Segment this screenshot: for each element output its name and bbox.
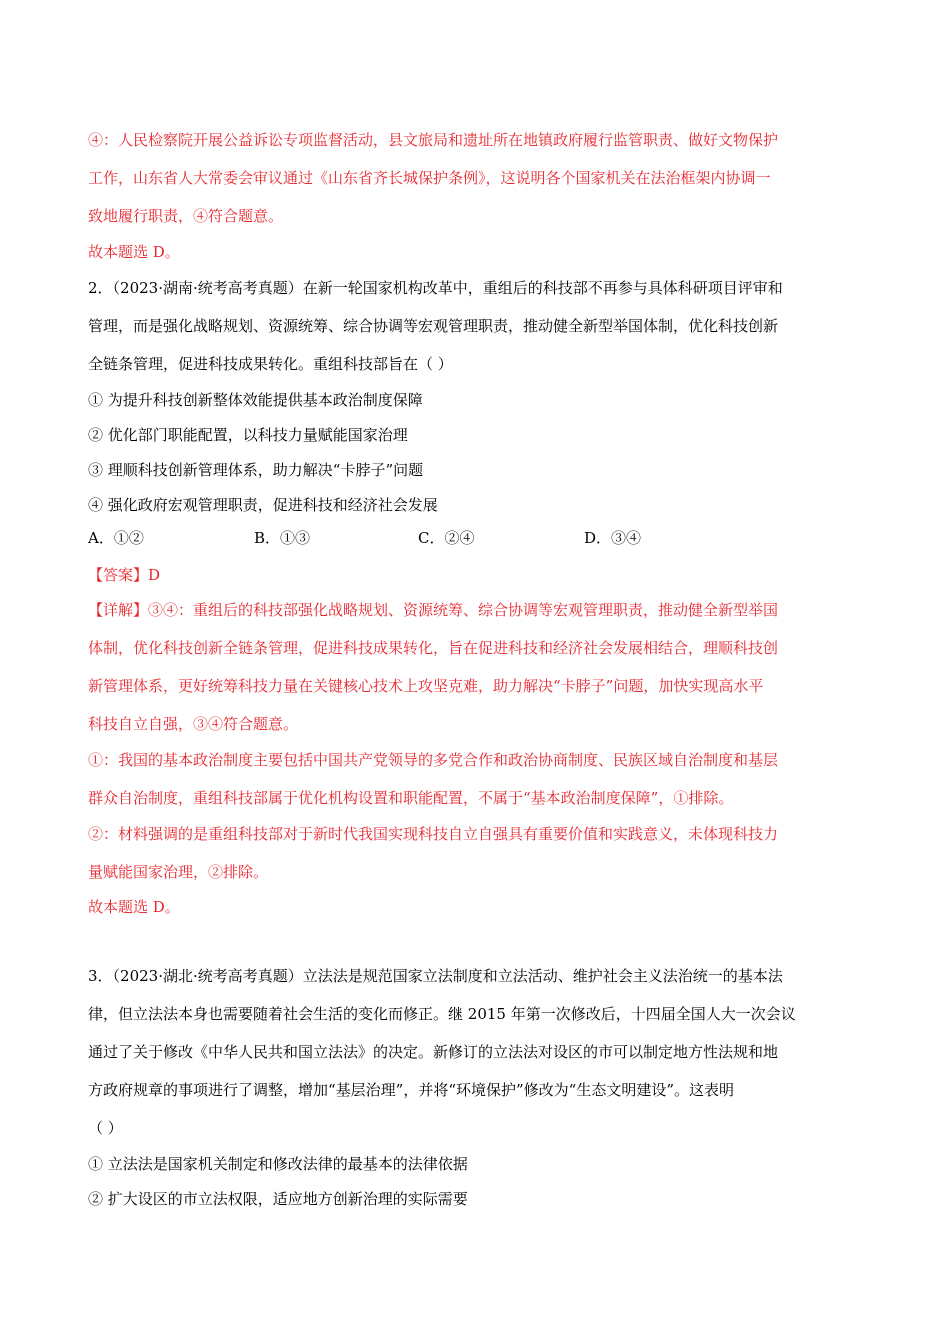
q2-options bbox=[88, 520, 868, 556]
q2-item: ③ 理顺科技创新管理体系，助力解决“卡脖子”问题 bbox=[88, 461, 424, 479]
q3-stem-line: 3．（2023·湖北·统考高考真题）立法法是规范国家立法制度和立法活动、维护社会主义法治统一的基本法 bbox=[88, 967, 783, 985]
q2-stem-line: 管理，而是强化战略规划、资源统筹、综合协调等宏观管理职责，推动健全新型举国体制，优化科技创新 bbox=[88, 317, 779, 335]
q2-option-b: B．①③ bbox=[254, 529, 311, 547]
q2-detail-line: 【详解】③④：重组后的科技部强化战略规划、资源统筹、综合协调等宏观管理职责，推动健全新型举国 bbox=[88, 601, 779, 619]
q2-option-a: A．①② bbox=[88, 529, 144, 547]
q2-stem-line: 全链条管理，促进科技成果转化。重组科技部旨在（ ） bbox=[88, 355, 453, 373]
q3-stem-line: 通过了关于修改《中华人民共和国立法法》的决定。新修订的立法法对设区的市可以制定地方性法规和地 bbox=[88, 1043, 779, 1061]
q2-detail-line: 量赋能国家治理，②排除。 bbox=[88, 863, 269, 881]
q3-item: ② 扩大设区的市立法权限，适应地方创新治理的实际需要 bbox=[88, 1190, 468, 1208]
prev-answer-line: ④：人民检察院开展公益诉讼专项监督活动，县文旅局和遗址所在地镇政府履行监管职责、做好文物保护 bbox=[88, 131, 779, 149]
q2-option-d: D．③④ bbox=[584, 529, 642, 547]
prev-answer-conclusion: 故本题选 D。 bbox=[88, 243, 180, 261]
q2-item: ① 为提升科技创新整体效能提供基本政治制度保障 bbox=[88, 391, 423, 409]
q2-conclusion: 故本题选 D。 bbox=[88, 898, 180, 916]
q3-stem-line: 律，但立法法本身也需要随着社会生活的变化而修正。继 2015 年第一次修改后，十四届全国人大一次会议 bbox=[88, 1005, 796, 1023]
q2-stem-line: 2．（2023·湖南·统考高考真题）在新一轮国家机构改革中，重组后的科技部不再参与具体科研项目评审和 bbox=[88, 279, 783, 297]
q2-detail-line: 体制，优化科技创新全链条管理，促进科技成果转化，旨在促进科技和经济社会发展相结合，理顺科技创 bbox=[88, 639, 779, 657]
q2-detail-line: 科技自立自强，③④符合题意。 bbox=[88, 715, 299, 733]
q3-item: ① 立法法是国家机关制定和修改法律的最基本的法律依据 bbox=[88, 1155, 468, 1173]
q2-item: ② 优化部门职能配置，以科技力量赋能国家治理 bbox=[88, 426, 408, 444]
q2-detail-line: 新管理体系，更好统筹科技力量在关键核心技术上攻坚克难，助力解决“卡脖子”问题，加快实现高水平 bbox=[88, 677, 764, 695]
q2-detail-line: ②：材料强调的是重组科技部对于新时代我国实现科技自立自强具有重要价值和实践意义，未体现科技力 bbox=[88, 825, 779, 843]
q2-option-c: C．②④ bbox=[418, 529, 475, 547]
q2-answer: 【答案】D bbox=[88, 566, 161, 584]
q2-detail-line: 群众自治制度，重组科技部属于优化机构设置和职能配置，不属于“基本政治制度保障”，①排除。 bbox=[88, 789, 734, 807]
prev-answer-line: 工作，山东省人大常委会审议通过《山东省齐长城保护条例》，这说明各个国家机关在法治框架内协调一 bbox=[88, 169, 771, 187]
q3-stem-line: 方政府规章的事项进行了调整，增加“基层治理”，并将“环境保护”修改为“生态文明建设”。这表明 bbox=[88, 1081, 735, 1099]
q3-stem-line: （ ） bbox=[88, 1119, 123, 1137]
prev-answer-line: 致地履行职责，④符合题意。 bbox=[88, 207, 284, 225]
q2-item: ④ 强化政府宏观管理职责，促进科技和经济社会发展 bbox=[88, 496, 438, 514]
q2-detail-line: ①：我国的基本政治制度主要包括中国共产党领导的多党合作和政治协商制度、民族区域自治制度和基层 bbox=[88, 751, 779, 769]
